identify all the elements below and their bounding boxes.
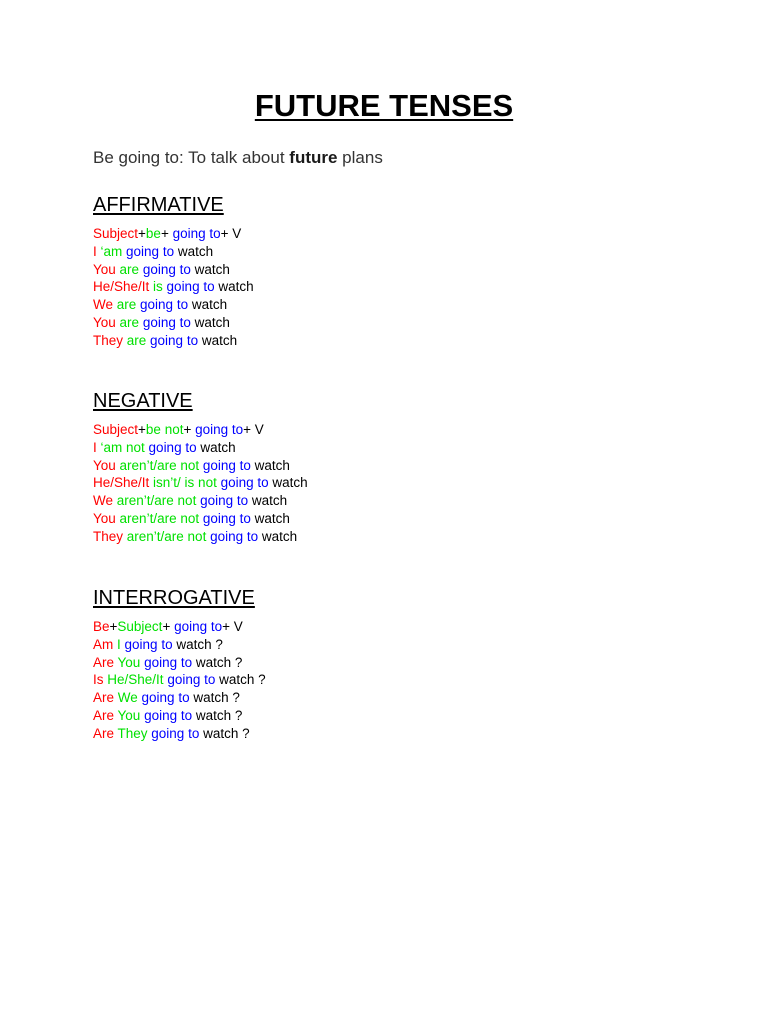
line-segment: watch: [190, 314, 230, 330]
line-segment: be: [145, 226, 161, 241]
example-line: [93, 439, 308, 457]
line-segment: Be: [93, 619, 110, 634]
line-segment: You: [117, 707, 145, 723]
section-heading-negative: NEGATIVE: [93, 390, 193, 412]
interrogative-lines: [93, 618, 266, 743]
line-segment: Are: [93, 725, 118, 741]
line-segment: watch: [250, 510, 290, 526]
line-segment: going to: [142, 261, 191, 277]
line-segment: watch ?: [192, 707, 243, 723]
example-line: [93, 510, 308, 528]
line-segment: is: [153, 279, 167, 295]
line-segment: going to: [200, 493, 249, 509]
line-segment: +: [138, 422, 146, 437]
line-segment: going to: [150, 332, 199, 348]
line-segment: going to: [202, 510, 251, 526]
line-segment: You: [93, 261, 120, 277]
example-line: [93, 243, 254, 261]
line-segment: You: [93, 510, 120, 526]
example-line: [93, 332, 254, 350]
line-segment: going to: [210, 528, 259, 544]
line-segment: going to: [144, 654, 193, 670]
line-segment: watch: [258, 528, 298, 544]
line-segment: are: [116, 297, 141, 313]
line-segment: going to: [174, 619, 223, 634]
line-segment: Subject: [117, 619, 163, 634]
line-segment: isn’t/ is not: [153, 475, 221, 491]
section-heading-interrogative: INTERROGATIVE: [93, 587, 255, 609]
line-segment: aren’t/are not: [119, 510, 203, 526]
line-segment: going to: [124, 636, 173, 652]
line-segment: watch: [196, 439, 236, 455]
example-line: [93, 314, 254, 332]
line-segment: You: [117, 654, 145, 670]
line-segment: aren’t/are not: [119, 457, 203, 473]
line-segment: watch: [188, 297, 228, 313]
line-segment: going to: [141, 690, 190, 706]
example-line: [93, 528, 308, 546]
section-affirmative: [93, 192, 254, 350]
line-segment: ‘am: [100, 243, 127, 259]
line-segment: watch ?: [189, 690, 240, 706]
affirmative-lines: [93, 225, 254, 350]
line-segment: going to: [172, 226, 221, 241]
line-segment: They: [93, 528, 127, 544]
line-segment: going to: [195, 422, 244, 437]
line-segment: We: [117, 690, 142, 706]
line-segment: going to: [166, 279, 215, 295]
line-segment: Subject: [93, 422, 139, 437]
line-segment: They: [117, 725, 152, 741]
line-segment: We: [93, 493, 117, 509]
intro-suffix: plans: [337, 148, 383, 167]
line-segment: are: [126, 332, 151, 348]
line-segment: We: [93, 297, 117, 313]
line-segment: watch ?: [172, 636, 223, 652]
page-title: FUTURE TENSES: [254, 88, 514, 123]
intro-text: [93, 147, 383, 169]
section-negative: [93, 388, 308, 546]
line-segment: watch: [268, 475, 308, 491]
line-segment: They: [93, 332, 127, 348]
intro-bold: future: [289, 148, 338, 167]
line-segment: +: [162, 619, 175, 634]
line-segment: Are: [93, 654, 118, 670]
line-segment: ‘am not: [100, 439, 149, 455]
line-segment: Are: [93, 707, 118, 723]
line-segment: watch: [248, 493, 288, 509]
line-segment: aren’t/are not: [116, 493, 201, 509]
line-segment: You: [93, 314, 120, 330]
line-segment: watch: [190, 261, 230, 277]
line-segment: are: [119, 314, 143, 330]
line-segment: going to: [148, 439, 197, 455]
line-segment: going to: [220, 475, 269, 491]
line-segment: watch ?: [199, 725, 250, 741]
line-segment: watch: [174, 243, 214, 259]
example-line: [93, 457, 308, 475]
example-line: [93, 707, 266, 725]
example-line: [93, 725, 266, 743]
line-segment: going to: [167, 672, 216, 688]
line-segment: + V: [243, 422, 264, 437]
example-line: [93, 261, 254, 279]
line-segment: going to: [142, 314, 191, 330]
line-segment: +: [109, 619, 118, 634]
line-segment: +: [183, 422, 196, 437]
line-segment: watch: [214, 279, 254, 295]
line-segment: going to: [202, 457, 251, 473]
example-line: [93, 636, 266, 654]
line-segment: are: [119, 261, 143, 277]
example-line: [93, 689, 266, 707]
line-segment: going to: [144, 707, 193, 723]
line-segment: Is: [93, 672, 108, 688]
line-segment: Subject: [93, 226, 139, 241]
line-segment: watch ?: [192, 654, 243, 670]
example-line: [93, 492, 308, 510]
example-line: [93, 474, 308, 492]
section-heading-affirmative: AFFIRMATIVE: [93, 194, 224, 216]
line-segment: He/She/It: [93, 279, 154, 295]
line-segment: I: [93, 439, 101, 455]
line-segment: + V: [220, 226, 242, 241]
line-segment: +: [160, 226, 173, 241]
line-segment: watch: [198, 332, 238, 348]
line-segment: watch ?: [215, 672, 266, 688]
section-interrogative: [93, 585, 266, 743]
example-line: [93, 278, 254, 296]
line-segment: Are: [93, 690, 118, 706]
line-segment: aren’t/are not: [126, 528, 211, 544]
line-segment: He/She/It: [107, 672, 168, 688]
line-segment: You: [93, 457, 120, 473]
example-line: [93, 671, 266, 689]
line-segment: I: [117, 636, 125, 652]
line-segment: He/She/It: [93, 475, 154, 491]
line-segment: Am: [93, 636, 118, 652]
line-segment: I: [93, 243, 101, 259]
formula-line: [93, 225, 254, 243]
line-segment: +: [138, 226, 146, 241]
example-line: [93, 296, 254, 314]
line-segment: watch: [250, 457, 290, 473]
negative-lines: [93, 421, 308, 546]
line-segment: going to: [151, 725, 200, 741]
intro-prefix: Be going to: To talk about: [93, 148, 290, 167]
line-segment: going to: [140, 297, 189, 313]
example-line: [93, 654, 266, 672]
line-segment: be not: [145, 422, 184, 437]
line-segment: going to: [126, 243, 175, 259]
formula-line: [93, 421, 308, 439]
line-segment: + V: [222, 619, 243, 634]
formula-line: [93, 618, 266, 636]
